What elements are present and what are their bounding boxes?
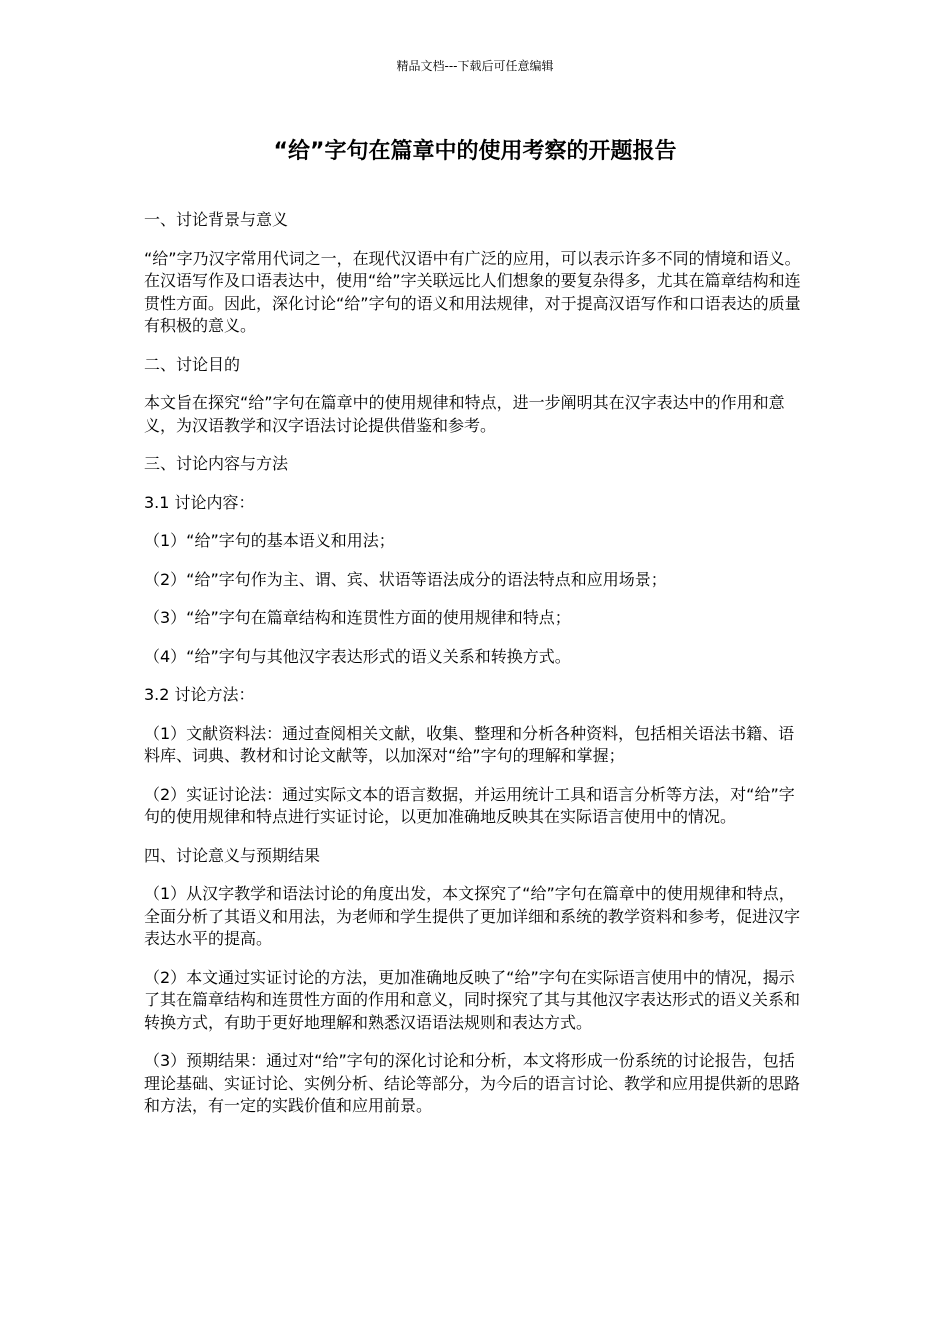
content-item-1: （1）“给”字句的基本语义和用法； [144,531,395,550]
document-title: “给”字句在篇章中的使用考察的开题报告 [273,139,677,164]
method-item-1: （1）文献资料法：通过查阅相关文献，收集、整理和分析各种资料，包括相关语法书籍、语料库、词典、教材和讨论文献等，以加深对“给”字句的理解和掌握； [144,723,795,765]
method-item-2: （2）实证讨论法：通过实际文本的语言数据，并运用统计工具和语言分析等方法，对“给”字句的使用规律和特点进行实证讨论，以更加准确地反映其在实际语言使用中的情况。 [144,784,795,826]
content-item-4: （4）“给”字句与其他汉字表达形式的语义关系和转换方式。 [144,646,571,666]
content-item-2: （2）“给”字句作为主、谓、宾、状语等语法成分的语法特点和应用场景； [144,569,667,589]
section-2-paragraph: 本文旨在探究“给”字句在篇章中的使用规律和特点，进一步阐明其在汉字表达中的作用和意义，为汉语教学和汉字语法讨论提供借鉴和参考。 [144,393,785,435]
significance-item-1: （1）从汉字教学和语法讨论的角度出发，本文探究了“给”字句在篇章中的使用规律和特点，全面分析了其语义和用法，为老师和学生提供了更加详细和系统的教学资料和参考，促进汉字表达水平的提高。 [144,884,801,948]
document-body [144,209,808,1134]
subsection-3-1-heading: 3.1 讨论内容： [144,492,255,512]
section-1-paragraph: “给”字乃汉字常用代词之一，在现代汉语中有广泛的应用，可以表示许多不同的情境和语义。在汉语写作及口语表达中，使用“给”字关联远比人们想象的要复杂得多，尤其在篇章结构和连贯性方面。因此，深化讨论“给”字句的语义和用法规律，对于提高汉语写作和口语表达的质量有积极的意义。 [144,248,801,335]
page-header-note: 精品文档---下载后可任意编辑 [396,59,554,73]
significance-item-3: （3）预期结果：通过对“给”字句的深化讨论和分析，本文将形成一份系统的讨论报告，包括理论基础、实证讨论、实例分析、结论等部分，为今后的语言讨论、教学和应用提供新的思路和方法，有一定的实践价值和应用前景。 [144,1051,801,1115]
section-3-heading: 三、讨论内容与方法 [144,454,289,473]
section-2-heading: 二、讨论目的 [144,354,241,374]
section-4-heading: 四、讨论意义与预期结果 [144,845,321,865]
subsection-3-2-heading: 3.2 讨论方法： [144,685,255,704]
significance-item-2: （2）本文通过实证讨论的方法，更加准确地反映了“给”字句在实际语言使用中的情况，揭示了其在篇章结构和连贯性方面的作用和意义，同时探究了其与其他汉字表达形式的语义关系和转换方式，有助于更好地理解和熟悉汉语语法规则和表达方式。 [144,967,801,1032]
section-1-heading: 一、讨论背景与意义 [144,210,289,229]
content-item-3: （3）“给”字句在篇章结构和连贯性方面的使用规律和特点； [144,608,571,627]
